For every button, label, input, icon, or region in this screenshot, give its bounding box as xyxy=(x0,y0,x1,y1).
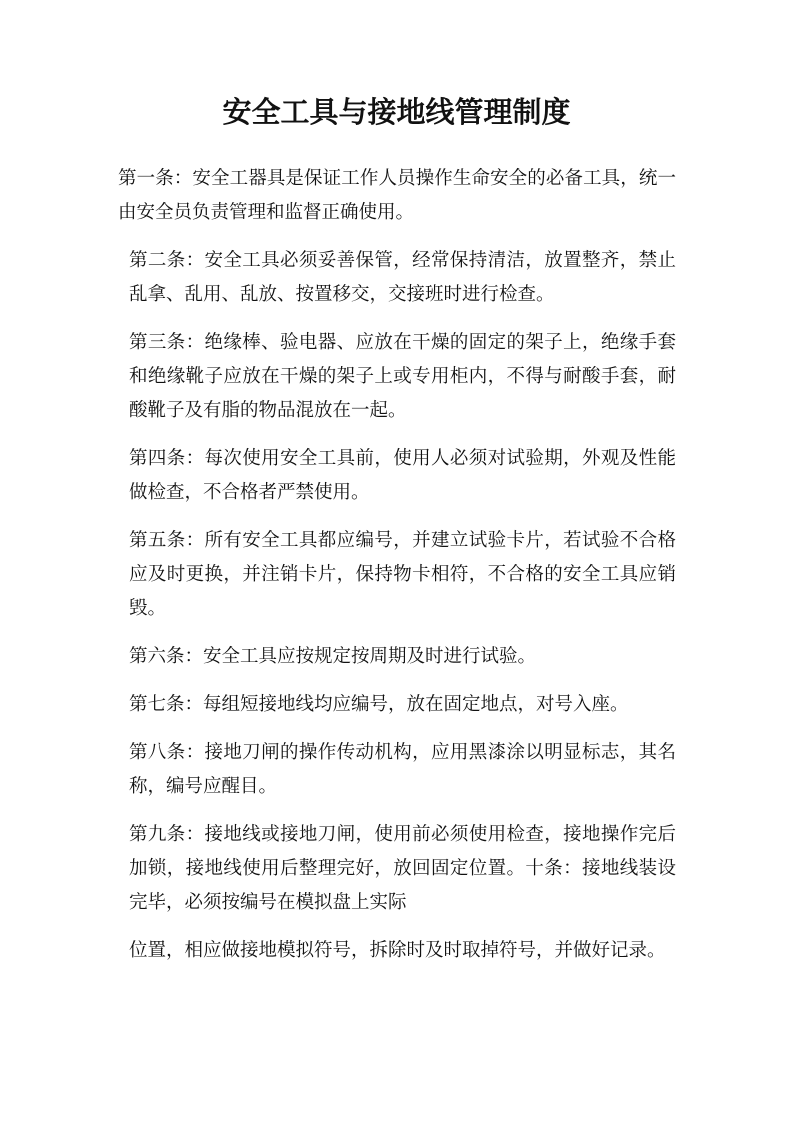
paragraph-article-9: 第九条：接地线或接地刀闸，使用前必须使用检查，接地操作完后加锁，接地线使用后整理完好，放回固定位置。十条：接地线装设完毕，必须按编号在模拟盘上实际 xyxy=(129,824,676,913)
paragraph-article-5: 第五条：所有安全工具都应编号，并建立试验卡片，若试验不合格应及时更换，并注销卡片，保持物卡相符，不合格的安全工具应销毁。 xyxy=(129,530,676,619)
paragraph-article-8: 第八条：接地刀闸的操作传动机构，应用黑漆涂以明显标志，其名称，编号应醒目。 xyxy=(129,742,676,797)
paragraph-article-1: 第一条：安全工器具是保证工作人员操作生命安全的必备工具，统一由安全员负责管理和监督正确使用。 xyxy=(118,168,676,223)
paragraph-article-7: 第七条：每组短接地线均应编号，放在固定地点，对号入座。 xyxy=(129,694,629,715)
paragraph-article-4: 第四条：每次使用安全工具前，使用人必须对试验期，外观及性能做检查，不合格者严禁使用。 xyxy=(129,448,676,503)
paragraph-article-10-continued: 位置，相应做接地模拟符号，拆除时及时取掉符号，并做好记录。 xyxy=(129,940,666,961)
page-title: 安全工具与接地线管理制度 xyxy=(222,95,571,129)
document-body xyxy=(118,162,676,982)
paragraph-article-2: 第二条：安全工具必须妥善保管，经常保持清洁，放置整齐，禁止乱拿、乱用、乱放、按置移交，交接班时进行检查。 xyxy=(129,250,676,305)
paragraph-article-3: 第三条：绝缘棒、验电器、应放在干燥的固定的架子上，绝缘手套和绝缘靴子应放在干燥的架子上或专用柜内，不得与耐酸手套，耐酸靴子及有脂的物品混放在一起。 xyxy=(129,332,676,421)
paragraph-article-6: 第六条：安全工具应按规定按周期及时进行试验。 xyxy=(129,646,537,667)
